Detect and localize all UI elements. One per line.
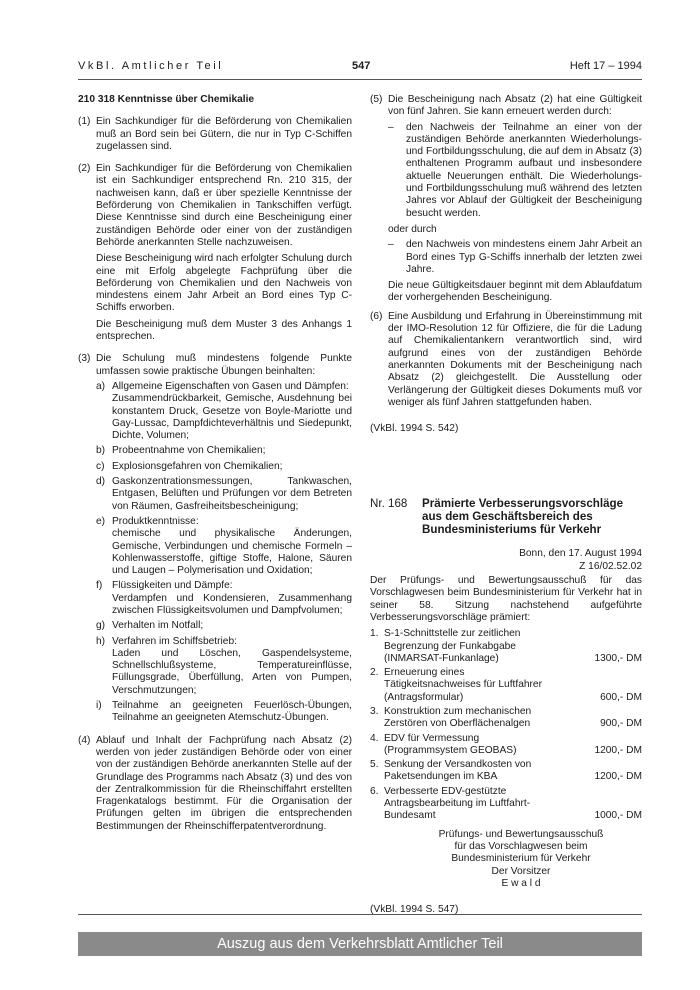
list-item: 2. Erneuerung eines Tätigkeitsnachweises für Luftfahrer (Antragsformular) 600,- DM (370, 667, 642, 703)
journal-name: VkBl. Amtlicher Teil (78, 60, 224, 72)
list-item: b) Probeentnahme von Chemikalien; (96, 445, 266, 457)
list-item: h) Verfahren im Schiffsbetrieb: Laden und Löschen, Gaspendelsysteme, Schnellschlußsysteme, Temperatureinflüsse, Füllungsgrade, Überfüllung, Arten von Pumpen, Verschmutzungen; (96, 635, 352, 696)
paragraph-2: (2) Ein Sachkundiger für die Beförderung von Chemikalien ist ein Sachkundiger entsprechend Rn. 210 315, der nachweisen kann, daß er über spezielle Kenntnisse der Beförderung von Chemikalien in Tankschiffen verfügt. Diese Kenntnisse sind durch eine Bescheinigung einer zuständigen Behörde oder einer von der zuständigen Behörde anerkannten Stelle nachzuweisen. Diese Bescheinigung wird nach erfolgter Schulung durch eine mit Erfolg abgelegte Fachprüfung über die Beförderung von Chemikalien und den Nachweis von mindestens einem Jahr Arbeit an Bord eines Typ C-Schiffs erworben. Die Bescheinigung muß dem Muster 3 des Anhangs 1 entsprechen. (78, 163, 352, 343)
header-rule (78, 79, 642, 80)
list-item: 5. Senkung der Versandkosten von Paketsendungen im KBA 1200,- DM (370, 759, 642, 783)
list-item: e) Produktkenntnisse: chemische und physikalische Änderungen, Gemische, Verbindungen und chemische Formeln – Kohlenwasserstoffe, giftige Stoffe, Halone, Säuren und Laugen – Polymerisation und Oxidation; (96, 515, 352, 577)
left-column (78, 94, 352, 833)
file-number: Z 16/02.52.02 (579, 560, 642, 572)
list-item: d) Gaskonzentrationsmessungen, Tankwaschen, Entgasen, Belüften und Prüfungen vor dem Betreten von Räumen, Gasfreiheitsbescheinigung; (96, 476, 352, 512)
reference: (VkBl. 1994 S. 542) (370, 423, 459, 435)
list-item: 3. Konstruktion zum mechanischen Zerstören von Oberflächenalgen 900,- DM (370, 705, 642, 730)
list-item: 6. Verbesserte EDV-gestützte Antragsbearbeitung im Luftfahrt-Bundesamt 1000,- DM (370, 785, 642, 822)
paragraph-3: (3) Die Schulung muß mindestens folgende Punkte umfassen sowie praktische Übungen beinhalten: a) Allgemeine Eigenschaften von Gasen und Dämpfen: Zusammendrückbarkeit, Gemische, Ausdehnung bei konstantem Druck, Gesetze von Boyle-Mariotte und Gay-Lussac, Dampfdichteverhältnis und Siedepunkt, Dichte, Volumen; b) Probeentnahme von Chemikalien; c) Explosionsgefahren von Chemikalien; d) Gaskonzentrationsmessungen, Tankwaschen, Entgasen, Belüften und Prüfungen vor dem Betreten von Räumen, Gasfreiheitsbescheinigung; e) Produktkenntnisse: chemische und physikalische Änderungen, Gemische, Verbindungen und chemische Formeln – Kohlenwasserstoffe, giftige Stoffe, Halone, Säuren und Laugen – Polymerisation und Oxidation; f) Flüssigkeiten und Dämpfe: Verdampfen und Kondensieren, Zusammenhang zwischen Flüssigkeitsvolumen und Dampfvolumen; g) Verhalten im Notfall; h) Verfahren im Schiffsbetrieb: Laden und Löschen, Gaspendelsysteme, Schnellschlußsysteme, Temperatureinflüsse, Füllungsgrade, Überfüllung, Arten von Pumpen, Verschmutzungen; i) Teilnahme an geeigneten Feuerlösch-Übungen, Teilnahme an geeigneten Atemschutz-Übungen. (78, 353, 352, 724)
list-item: 4. EDV für Vermessung (Programmsystem GEOBAS) 1200,- DM (370, 732, 642, 756)
page-header (78, 60, 642, 78)
list-item: – den Nachweis der Teilnahme an einer von der zuständigen Behörde anerkannten Wiederholungs- und Fortbildungsschulung, die auf dem in Absatz (3) enthaltenen Programm aufbaut und insbesondere aktuelle Neuerungen enthält. Die Wiederholungs- und Fortbildungsschulung muß während des letzten Jahres vor Ablauf der Gültigkeit der Bescheinigung besucht werden. (388, 121, 642, 219)
paragraph-6: (6) Eine Ausbildung und Erfahrung in Übereinstimmung mit der IMO-Resolution 12 für Offiziere, die für die Ladung auf Chemikalientankern verantwortlich sind, wird aufgrund eines von der zuständigen Behörde anerkannten Dokuments mit der Bescheinigung nach Absatz (2) gleichgestellt. Die Ausstellung oder Verlängerung der Gültigkeit dieses Dokuments muß vor weniger als fünf Jahren stattgefunden haben. (370, 310, 642, 408)
notice-title: Prämierte Verbesserungsvorschläge aus dem Geschäftsbereich des Bundesministeriums für Verkehr (422, 497, 624, 537)
page-number: 547 (352, 60, 371, 72)
footer-rule (78, 914, 642, 915)
signer-name: E w a l d (501, 877, 541, 889)
place-date: Bonn, den 17. August 1994 (519, 548, 642, 560)
list-item: g) Verhalten im Notfall; (96, 620, 204, 632)
section-title: 210 318 Kenntnisse über Chemikalie (78, 94, 255, 105)
right-column (370, 94, 642, 916)
list-item: – den Nachweis von mindestens einem Jahr Arbeit an Bord eines Typ G-Schiffs innerhalb der letzten zwei Jahre. (388, 239, 642, 275)
award-list (370, 628, 642, 822)
issue-label: Heft 17 – 1994 (569, 60, 642, 72)
notice-intro: Der Prüfungs- und Bewertungsausschuß für das Vorschlagwesen beim Bundesministerium für Verkehr hat in seiner 58. Sitzung nachstehend aufgeführte Verbesserungsvorschläge prämiert: (370, 575, 642, 623)
list-item: c) Explosionsgefahren von Chemikalien; (96, 460, 283, 472)
paragraph-1: (1) Ein Sachkundiger für die Beförderung von Chemikalien muß an Bord sein bei Gütern, die nur in Typ C-Schiffen zugelassen sind. (78, 116, 352, 152)
list-item: i) Teilnahme an geeigneten Feuerlösch-Übungen, Teilnahme an geeigneten Atemschutz-Übungen. (96, 700, 352, 724)
paragraph-4: (4) Ablauf und Inhalt der Fachprüfung nach Absatz (2) werden von jeder zuständigen Behörde oder von einer von der zuständigen Behörde anerkannten Stelle auf der Grundlage des Programms nach Absatz (3) und des von der Zentralkommission für die Rheinschiffahrt erstellten Fragenkatalogs bestimmt. Für die Organisation der Prüfungen gelten im übrigen die entsprechenden Bestimmungen der Rheinschifferpatentverordnung. (78, 734, 352, 832)
list-item: a) Allgemeine Eigenschaften von Gasen und Dämpfen: Zusammendrückbarkeit, Gemische, Ausdehnung bei konstantem Druck, Gesetze von Boyle-Mariotte und Gay-Lussac, Dampfdichteverhältnis und Siedepunkt, Dichte, Volumen; (96, 380, 352, 442)
list-item: 1. S-1-Schnittstelle zur zeitlichen Begrenzung der Funkabgabe (INMARSAT-Funkanlage) 1300,- DM (370, 628, 642, 664)
notice-heading (370, 497, 642, 536)
paragraph-5: (5) Die Bescheinigung nach Absatz (2) hat eine Gültigkeit von fünf Jahren. Sie kann erneuert werden durch: – den Nachweis der Teilnahme an einer von der zuständigen Behörde anerkannten Wiederholungs- und Fortbildungsschulung, die auf dem in Absatz (3) enthaltenen Programm aufbaut und insbesondere aktuelle Neuerungen enthält. Die Wiederholungs- und Fortbildungsschulung muß während des letzten Jahres vor Ablauf der Gültigkeit der Bescheinigung besucht werden. oder durch – den Nachweis von mindestens einem Jahr Arbeit an Bord eines Typ G-Schiffs innerhalb der letzten zwei Jahre. Die neue Gültigkeitsdauer beginnt mit dem Ablaufdatum der vorhergehenden Bescheinigung. (370, 94, 642, 304)
list-item: f) Flüssigkeiten und Dämpfe: Verdampfen und Kondensieren, Zusammenhang zwischen Flüssigkeitsvolumen und Dampfvolumen; (96, 580, 352, 616)
notice-number: Nr. 168 (370, 497, 408, 511)
reference: (VkBl. 1994 S. 547) (370, 904, 459, 916)
footer-banner: Auszug aus dem Verkehrsblatt Amtlicher Teil (78, 932, 642, 956)
signature-block: Prüfungs- und Bewertungsausschuß für das Vorschlagwesen beim Bundesministerium für Verkehr Der Vorsitzer E w a l d (370, 829, 642, 890)
